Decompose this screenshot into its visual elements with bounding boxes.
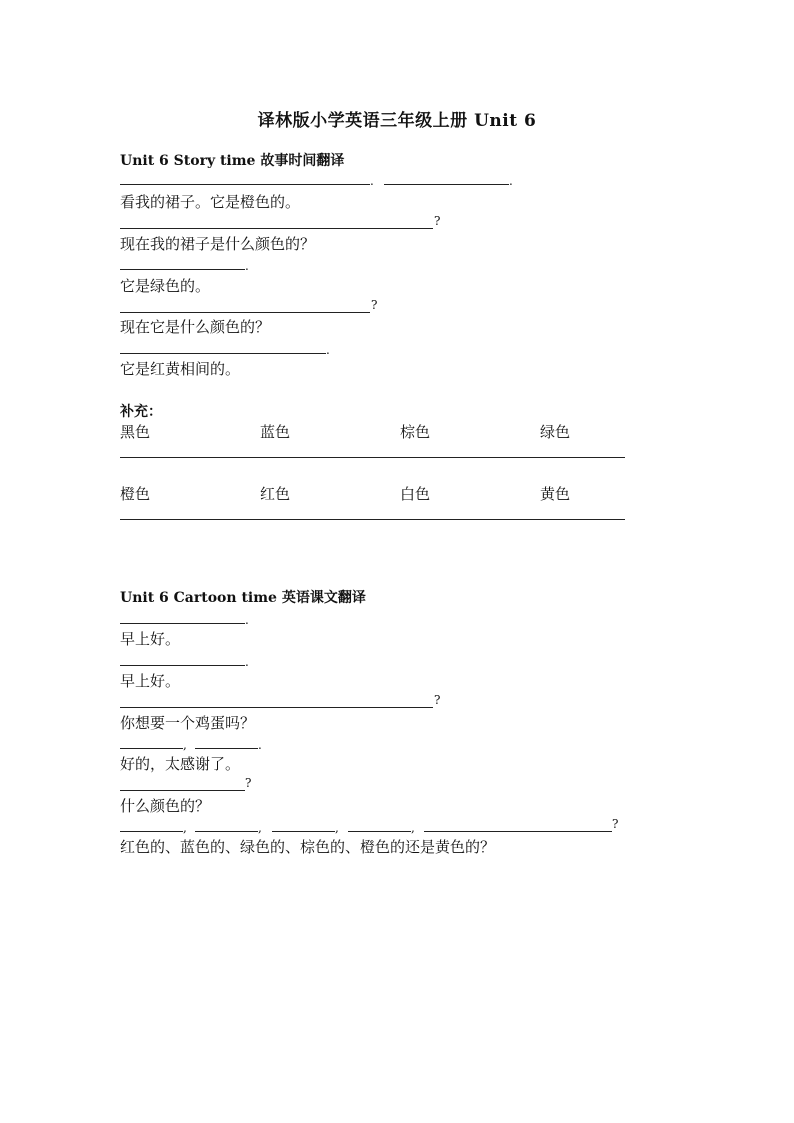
blank-punctuation: . [509,174,513,188]
answer-blank[interactable] [120,353,326,354]
cartoon-section-heading: Unit 6 Cartoon time 英语课文翻译 [120,590,366,606]
chinese-sentence: 早上好。 [120,630,181,648]
chinese-sentence: 你想要一个鸡蛋吗？ [120,714,256,732]
blank-punctuation: . [245,655,249,669]
blank-punctuation: , [183,821,187,835]
answer-blank[interactable] [195,748,258,749]
color-word: 红色 [260,485,291,503]
answer-blank[interactable] [120,623,245,624]
answer-blank[interactable] [120,831,183,832]
blank-punctuation: . [245,613,249,627]
answer-blank[interactable] [120,457,625,458]
chinese-sentence: 现在我的裙子是什么颜色的？ [120,235,316,253]
answer-blank[interactable] [424,831,612,832]
chinese-sentence: 看我的裙子。它是橙色的。 [120,193,301,211]
answer-blank[interactable] [120,228,433,229]
answer-blank[interactable] [120,269,245,270]
chinese-sentence: 它是红黄相间的。 [120,360,241,378]
chinese-sentence: 早上好。 [120,672,181,690]
chinese-sentence: 好的，太感谢了。 [120,755,241,773]
blank-punctuation: . [258,738,262,752]
blank-punctuation: , [183,738,187,752]
answer-blank[interactable] [195,831,258,832]
blank-punctuation: ? [434,214,441,228]
blank-punctuation: . [370,174,374,188]
answer-blank[interactable] [120,790,245,791]
answer-blank[interactable] [272,831,335,832]
blank-punctuation: . [245,259,249,273]
answer-blank[interactable] [120,707,433,708]
page-title: 译林版小学英语三年级上册 Unit 6 [257,111,537,131]
color-word: 绿色 [540,423,571,441]
blank-punctuation: ? [434,693,441,707]
answer-blank[interactable] [120,184,370,185]
answer-blank[interactable] [120,748,183,749]
answer-blank[interactable] [348,831,411,832]
blank-punctuation: ? [371,298,378,312]
answer-blank[interactable] [384,184,509,185]
blank-punctuation: . [326,343,330,357]
blank-punctuation: , [411,821,415,835]
blank-punctuation: , [258,821,262,835]
color-word: 白色 [400,485,431,503]
blank-punctuation: , [335,821,339,835]
answer-blank[interactable] [120,665,245,666]
chinese-sentence: 什么颜色的？ [120,797,211,815]
answer-blank[interactable] [120,312,370,313]
chinese-sentence: 红色的、蓝色的、绿色的、棕色的、橙色的还是黄色的？ [120,838,496,856]
answer-blank[interactable] [120,519,625,520]
color-word: 棕色 [400,423,431,441]
blank-punctuation: ? [612,817,619,831]
blank-punctuation: ? [245,776,252,790]
story-section-heading: Unit 6 Story time 故事时间翻译 [120,153,345,169]
supplement-label: 补充： [120,404,162,420]
color-word: 黑色 [120,423,151,441]
chinese-sentence: 现在它是什么颜色的？ [120,318,271,336]
color-word: 橙色 [120,485,151,503]
color-word: 黄色 [540,485,571,503]
chinese-sentence: 它是绿色的。 [120,277,211,295]
color-word: 蓝色 [260,423,291,441]
